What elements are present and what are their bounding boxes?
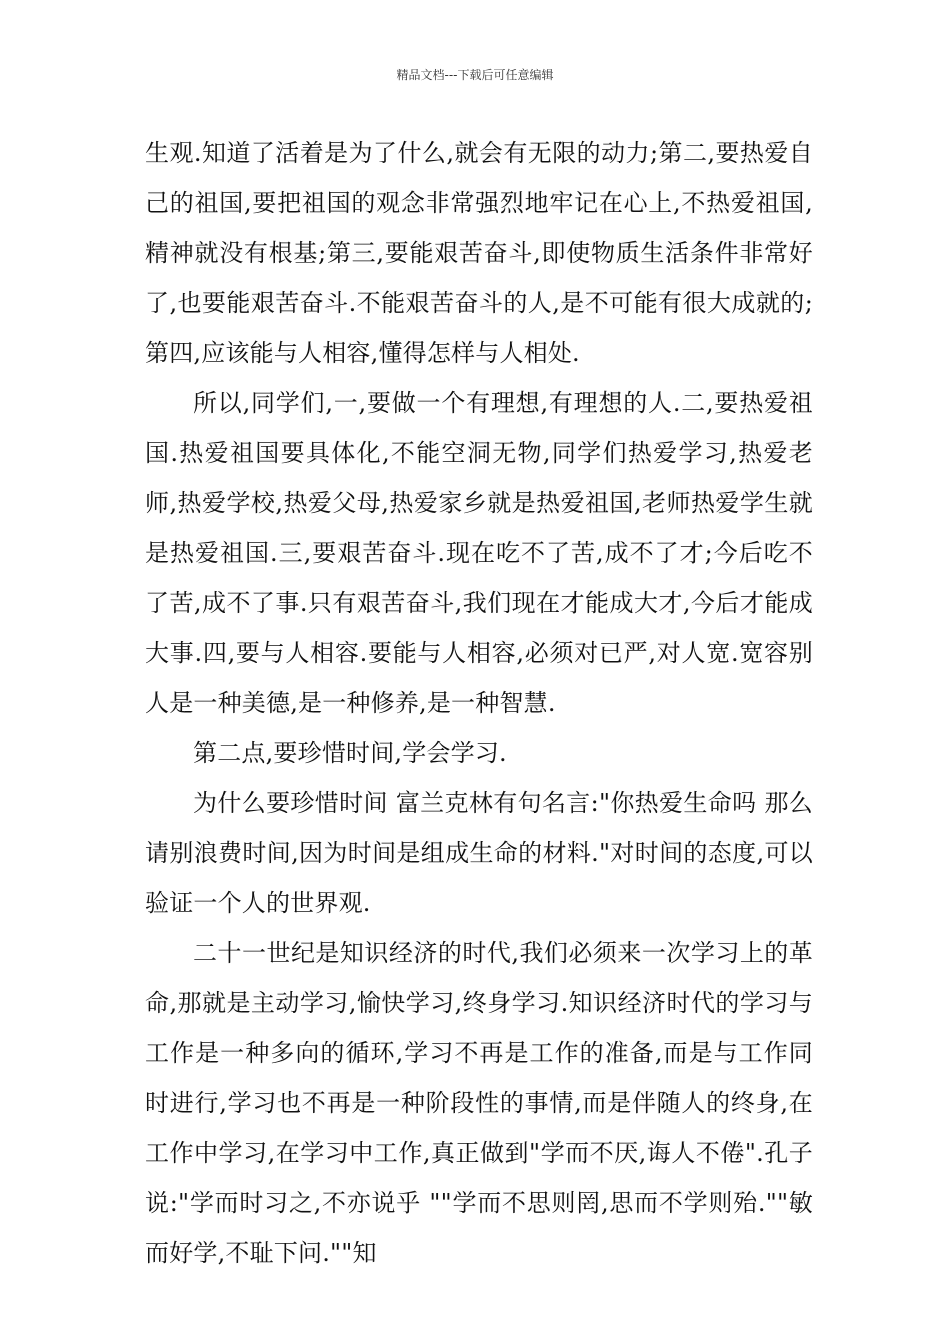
paragraph-1: 生观.知道了活着是为了什么,就会有无限的动力;第二,要热爱自己的祖国,要把祖国的观念非常强烈地牢记在心上,不热爱祖国,精神就没有根基;第三,要能艰苦奋斗,即使物质生活条件非常好了,也要能艰苦奋斗.不能艰苦奋斗的人,是不可能有很大成就的;第四,应该能与人相容,懂得怎样与人相处. [145, 139, 813, 367]
paragraph-4: 为什么要珍惜时间 富兰克林有句名言:"你热爱生命吗 那么请别浪费时间,因为时间是组成生命的材料."对时间的态度,可以验证一个人的世界观. [145, 789, 813, 917]
paragraph-2: 所以,同学们,一,要做一个有理想,有理想的人.二,要热爱祖国.热爱祖国要具体化,不能空洞无物,同学们热爱学习,热爱老师,热爱学校,热爱父母,热爱家乡就是热爱祖国,老师热爱学生就是热爱祖国.三,要艰苦奋斗.现在吃不了苦,成不了才;今后吃不了苦,成不了事.只有艰苦奋斗,我们现在才能成大才,今后才能成大事.四,要与人相容.要能与人相容,必须对已严,对人宽.宽容别人是一种美德,是一种修养,是一种智慧. [145, 389, 813, 717]
document-body [145, 128, 813, 1278]
paragraph-3: 第二点,要珍惜时间,学会学习. [193, 739, 507, 767]
paragraph-5: 二十一世纪是知识经济的时代,我们必须来一次学习上的革命,那就是主动学习,愉快学习,终身学习.知识经济时代的学习与工作是一种多向的循环,学习不再是工作的准备,而是与工作同时进行,学习也不再是一种阶段性的事情,而是伴随人的终身,在工作中学习,在学习中工作,真正做到"学而不厌,诲人不倦".孔子说:"学而时习之,不亦说乎 ""学而不思则罔,思而不学则殆.""敏而好学,不耻下问.""知 [145, 939, 813, 1267]
page-header: 精品文档---下载后可任意编辑 [396, 68, 554, 82]
